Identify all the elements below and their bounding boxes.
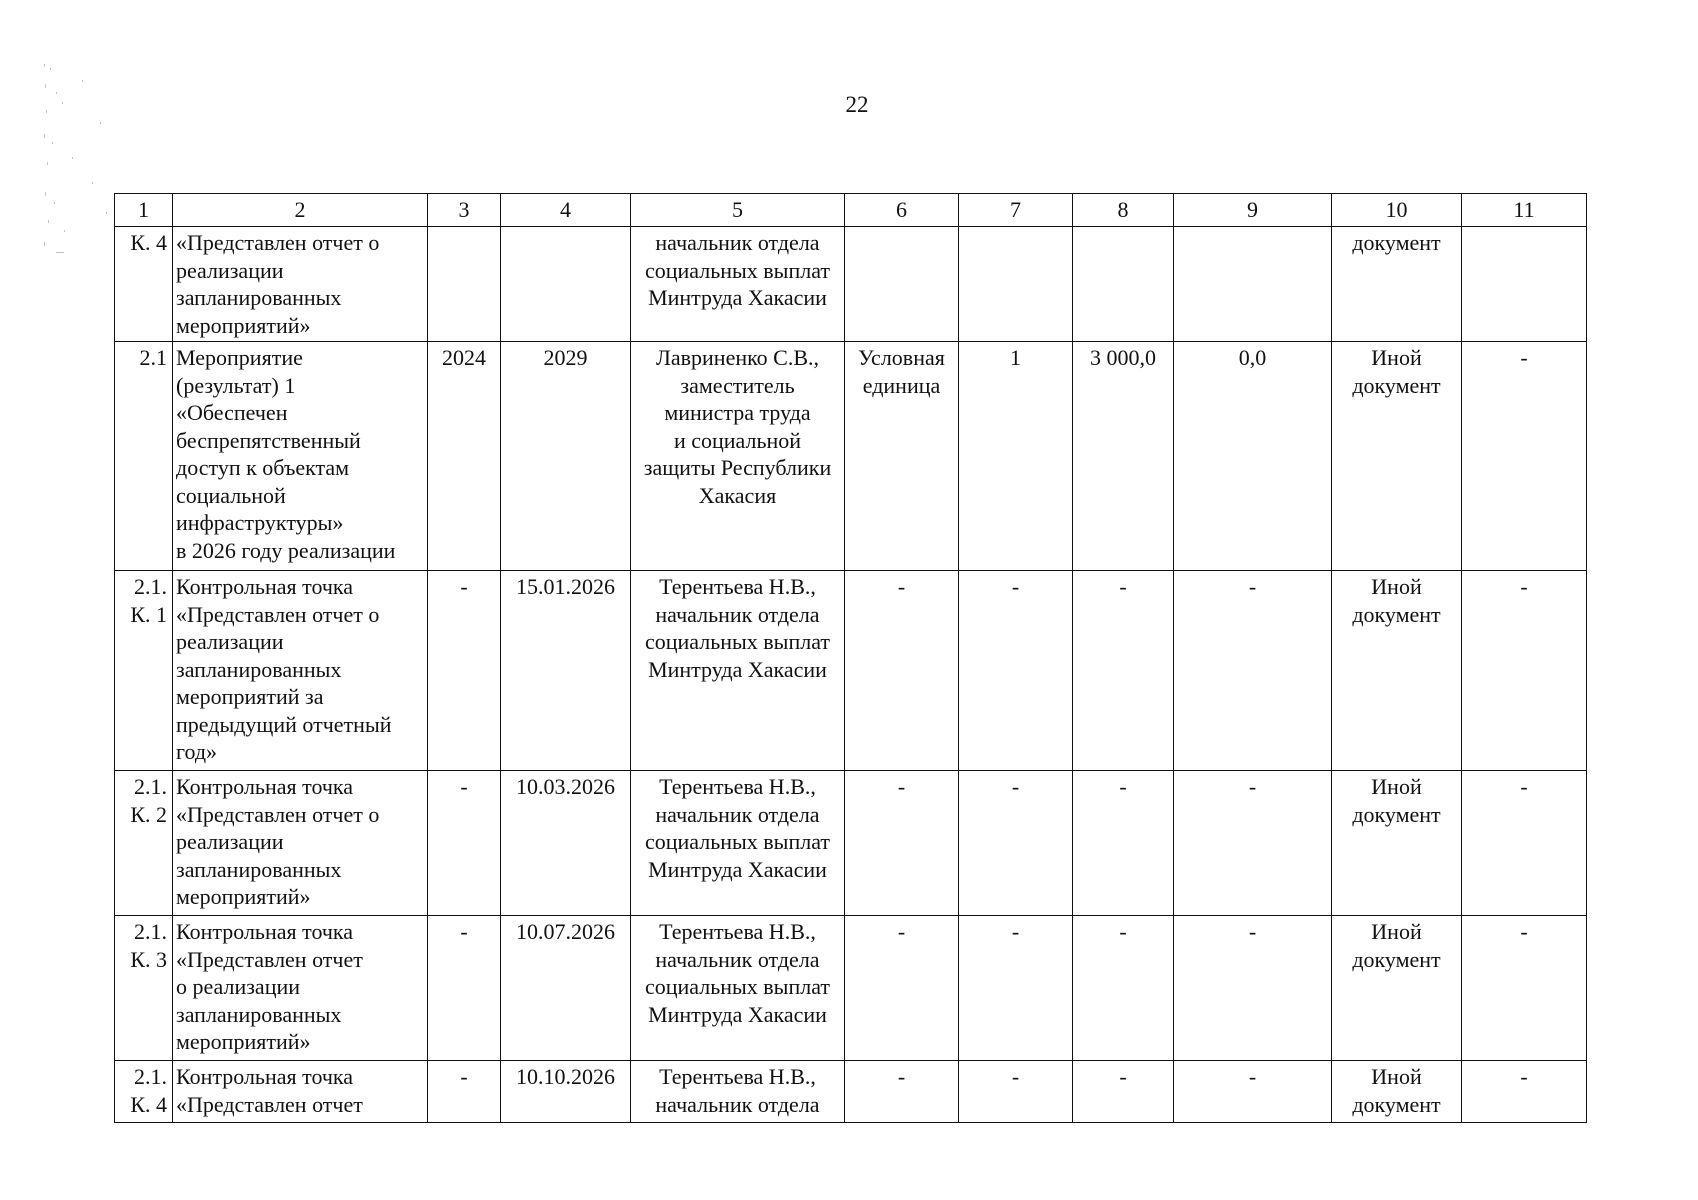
row-col-11: - xyxy=(1462,771,1587,916)
row-value: - xyxy=(959,916,1073,1061)
row-start-year: - xyxy=(428,571,501,771)
row-amount: - xyxy=(1073,771,1174,916)
column-header: 7 xyxy=(959,194,1073,227)
column-header: 2 xyxy=(173,194,428,227)
row-unit: - xyxy=(845,571,959,771)
row-col-11: - xyxy=(1462,571,1587,771)
row-amount-2: 0,0 xyxy=(1174,342,1332,571)
row-responsible: Терентьева Н.В., начальник отдела xyxy=(631,1061,845,1123)
row-unit xyxy=(845,227,959,342)
row-responsible: Терентьева Н.В., начальник отдела социальных выплат Минтруда Хакасии xyxy=(631,571,845,771)
row-amount-2: - xyxy=(1174,771,1332,916)
row-number: 2.1. К. 4 xyxy=(115,1061,173,1123)
row-responsible: Терентьева Н.В., начальник отдела социальных выплат Минтруда Хакасии xyxy=(631,916,845,1061)
row-value: 1 xyxy=(959,342,1073,571)
row-document-type: Иной документ xyxy=(1332,342,1462,571)
row-start-year: - xyxy=(428,916,501,1061)
row-unit: - xyxy=(845,916,959,1061)
row-name: Контрольная точка «Представлен отчет о реализации запланированных мероприятий» xyxy=(173,771,428,916)
row-start-year: 2024 xyxy=(428,342,501,571)
row-amount: - xyxy=(1073,1061,1174,1123)
table-header-row xyxy=(115,194,1587,227)
row-value: - xyxy=(959,771,1073,916)
table-row xyxy=(115,771,1587,916)
row-responsible: Терентьева Н.В., начальник отдела социальных выплат Минтруда Хакасии xyxy=(631,771,845,916)
row-value: - xyxy=(959,571,1073,771)
row-name: Мероприятие (результат) 1 «Обеспечен беспрепятственный доступ к объектам социальной инфраструктуры» в 2026 году реализации xyxy=(173,342,428,571)
row-number: 2.1 xyxy=(115,342,173,571)
table-row xyxy=(115,227,1587,342)
column-header: 9 xyxy=(1174,194,1332,227)
row-amount: - xyxy=(1073,571,1174,771)
row-amount-2: - xyxy=(1174,916,1332,1061)
row-amount xyxy=(1073,227,1174,342)
row-start-year: - xyxy=(428,1061,501,1123)
row-end-date xyxy=(501,227,631,342)
column-header: 4 xyxy=(501,194,631,227)
table-row xyxy=(115,1061,1587,1123)
row-name: Контрольная точка «Представлен отчет о реализации запланированных мероприятий за предыдущий отчетный год» xyxy=(173,571,428,771)
table-row xyxy=(115,342,1587,571)
table-row xyxy=(115,916,1587,1061)
table-row xyxy=(115,571,1587,771)
row-number: 2.1. К. 2 xyxy=(115,771,173,916)
column-header: 10 xyxy=(1332,194,1462,227)
scan-edge-artifact xyxy=(42,62,114,272)
row-end-date: 15.01.2026 xyxy=(501,571,631,771)
row-document-type: документ xyxy=(1332,227,1462,342)
row-col-11: - xyxy=(1462,916,1587,1061)
column-header: 1 xyxy=(115,194,173,227)
row-amount: - xyxy=(1073,916,1174,1061)
row-unit: Условная единица xyxy=(845,342,959,571)
row-document-type: Иной документ xyxy=(1332,916,1462,1061)
row-end-date: 2029 xyxy=(501,342,631,571)
row-amount-2: - xyxy=(1174,1061,1332,1123)
row-col-11: - xyxy=(1462,342,1587,571)
row-end-date: 10.10.2026 xyxy=(501,1061,631,1123)
row-responsible: начальник отдела социальных выплат Минтруда Хакасии xyxy=(631,227,845,342)
row-value: - xyxy=(959,1061,1073,1123)
row-document-type: Иной документ xyxy=(1332,571,1462,771)
column-header: 5 xyxy=(631,194,845,227)
column-header: 8 xyxy=(1073,194,1174,227)
row-col-11: - xyxy=(1462,1061,1587,1123)
column-header: 11 xyxy=(1462,194,1587,227)
column-header: 3 xyxy=(428,194,501,227)
row-number: 2.1. К. 1 xyxy=(115,571,173,771)
row-name: Контрольная точка «Представлен отчет xyxy=(173,1061,428,1123)
row-amount: 3 000,0 xyxy=(1073,342,1174,571)
row-number: К. 4 xyxy=(115,227,173,342)
row-end-date: 10.03.2026 xyxy=(501,771,631,916)
row-number: 2.1. К. 3 xyxy=(115,916,173,1061)
row-unit: - xyxy=(845,771,959,916)
row-col-11 xyxy=(1462,227,1587,342)
row-document-type: Иной документ xyxy=(1332,771,1462,916)
column-header: 6 xyxy=(845,194,959,227)
row-start-year: - xyxy=(428,771,501,916)
row-start-year xyxy=(428,227,501,342)
row-amount-2: - xyxy=(1174,571,1332,771)
row-name: Контрольная точка «Представлен отчет о реализации запланированных мероприятий» xyxy=(173,916,428,1061)
row-value xyxy=(959,227,1073,342)
row-name: «Представлен отчет о реализации запланированных мероприятий» xyxy=(173,227,428,342)
row-responsible: Лавриненко С.В., заместитель министра труда и социальной защиты Республики Хакасия xyxy=(631,342,845,571)
row-unit: - xyxy=(845,1061,959,1123)
activity-plan-table xyxy=(114,193,1587,1123)
row-end-date: 10.07.2026 xyxy=(501,916,631,1061)
row-document-type: Иной документ xyxy=(1332,1061,1462,1123)
row-amount-2 xyxy=(1174,227,1332,342)
page-number: 22 xyxy=(845,92,869,117)
